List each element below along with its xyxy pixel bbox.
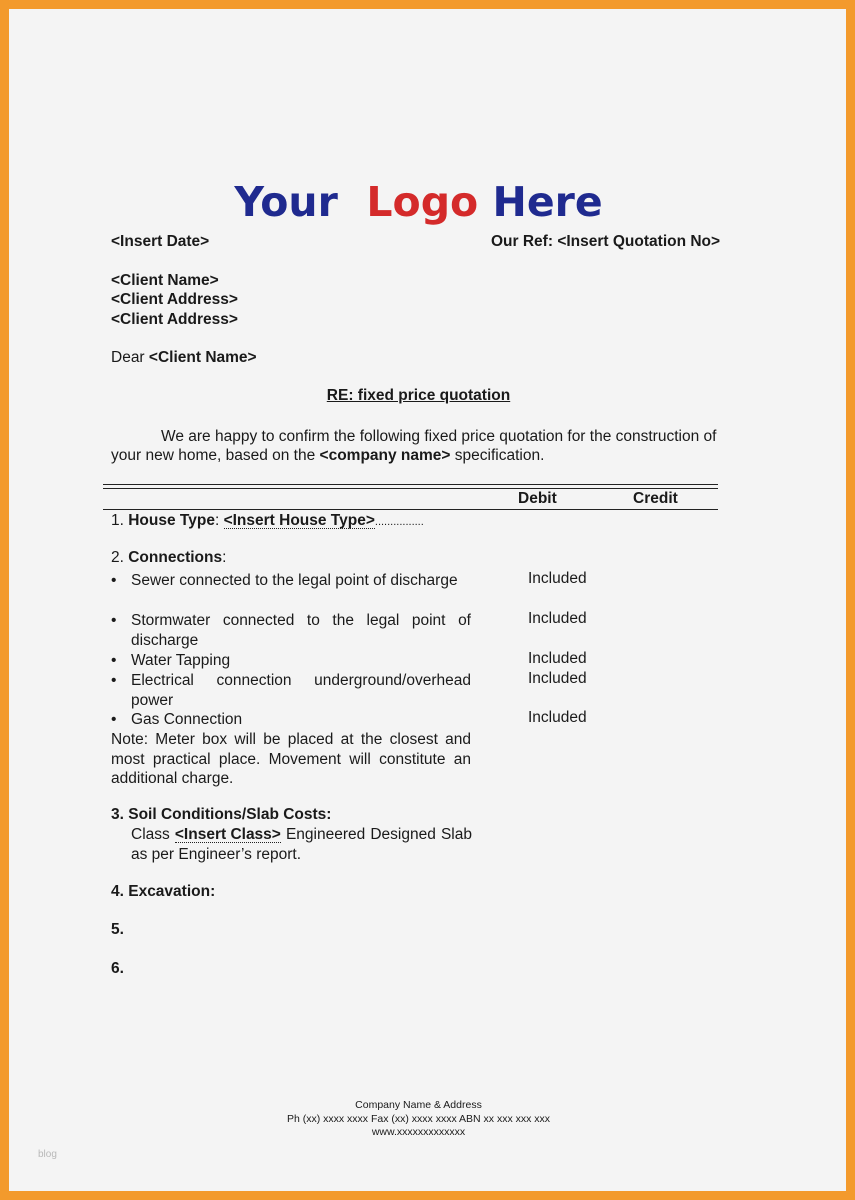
item-soil-body	[131, 825, 472, 865]
intro-part1: We are happy to confirm the following fixed price quotation for the construction of your new home, based on the	[111, 428, 717, 464]
intro-paragraph	[111, 427, 747, 465]
our-ref	[491, 233, 720, 251]
bullet-text: Sewer connected to the legal point of discharge	[131, 572, 458, 589]
bullet-text: Water Tapping	[131, 652, 231, 669]
bullet-dot: •	[111, 572, 117, 589]
date-placeholder: <Insert Date>	[111, 233, 210, 250]
table-top-rule-1	[103, 484, 718, 485]
bullet-dot: •	[111, 612, 117, 629]
item-house-value: <Insert House Type>	[223, 512, 375, 529]
subject-text: RE: fixed price quotation	[326, 387, 511, 404]
bullet-dot: •	[111, 672, 117, 689]
item-connections-colon: :	[222, 549, 227, 566]
gas-debit: Included	[528, 709, 587, 726]
item-six: 6.	[111, 960, 124, 977]
bullet-text: Stormwater connected to the legal point of discharge	[131, 612, 471, 649]
bullet-dot: •	[111, 711, 117, 728]
watermark-text: blog	[38, 1149, 57, 1160]
water-tapping-debit: Included	[528, 650, 587, 667]
soil-class-label: Class	[131, 826, 175, 843]
intro-company: <company name>	[319, 447, 451, 464]
item-soil-title: 3. Soil Conditions/Slab Costs:	[111, 806, 332, 823]
logo-word-here: Here	[492, 178, 603, 226]
item-house-label: House Type	[128, 512, 215, 529]
client-name: <Client Name>	[111, 272, 219, 289]
logo-word-logo: Logo	[366, 178, 479, 226]
logo-word-your: Your	[234, 178, 338, 226]
item-connections-num: 2.	[111, 549, 129, 566]
logo	[0, 178, 837, 226]
intro-part2: specification.	[450, 447, 545, 464]
stormwater-debit: Included	[528, 610, 587, 627]
bullet-dot: •	[111, 652, 117, 669]
sewer-debit: Included	[528, 570, 587, 587]
electrical-debit: Included	[528, 670, 587, 687]
item-excavation: 4. Excavation:	[111, 883, 216, 900]
item-house-dots: ................	[374, 516, 424, 528]
debit-header: Debit	[518, 490, 557, 507]
credit-header: Credit	[633, 490, 678, 507]
footer-website: www.xxxxxxxxxxxxx	[371, 1126, 466, 1138]
client-address-2: <Client Address>	[111, 311, 238, 328]
item-five: 5.	[111, 921, 124, 938]
ref-label: Our Ref:	[491, 233, 558, 250]
soil-rest: Engineered Designed Slab as per Engineer’s report.	[131, 826, 472, 863]
item-connections-label: Connections	[128, 549, 223, 566]
salutation-dear: Dear	[111, 349, 149, 366]
connections-note: Note: Meter box will be placed at the closest and most practical place. Movement will constitute an additional charge.	[111, 731, 471, 787]
table-top-rule-2	[103, 488, 718, 489]
footer-company: Company Name & Address	[355, 1099, 482, 1111]
ref-value: <Insert Quotation No>	[557, 233, 721, 250]
item-connections	[111, 549, 226, 567]
table-header-bottom-rule	[103, 509, 718, 510]
footer-contact: Ph (xx) xxxx xxxx Fax (xx) xxxx xxxx ABN xx xxx xxx xxx	[286, 1113, 551, 1125]
salutation	[111, 349, 257, 367]
salutation-name: <Client Name>	[148, 349, 257, 366]
soil-class-value: <Insert Class>	[174, 826, 281, 843]
item-house-colon: :	[214, 512, 224, 529]
bullet-text: Gas Connection	[131, 711, 243, 728]
item-house-type	[111, 512, 424, 530]
item-house-num: 1.	[111, 512, 129, 529]
subject-line	[0, 387, 837, 405]
client-address-1: <Client Address>	[111, 291, 238, 308]
bullet-text: Electrical connection underground/overhead power	[131, 672, 471, 709]
